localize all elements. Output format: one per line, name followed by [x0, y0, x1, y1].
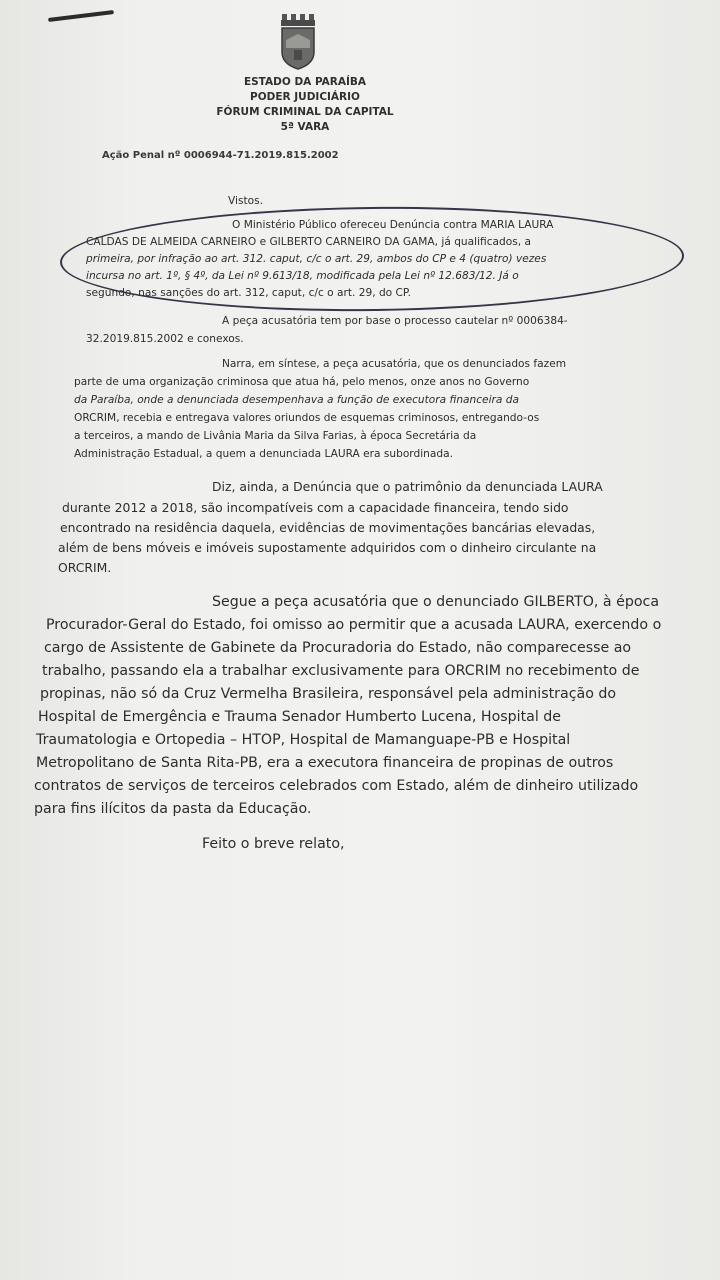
case-number: Ação Penal nº 0006944-71.2019.815.2002 [102, 150, 339, 161]
para1-line: primeira, por infração ao art. 312. caput, c/c o art. 29, ambos do CP e 4 (quatro) vezes [86, 253, 547, 265]
para5-line: trabalho, passando ela a trabalhar exclusivamente para ORCRIM no recebimento de [42, 663, 640, 679]
para5-line: Segue a peça acusatória que o denunciado GILBERTO, à época [212, 594, 660, 610]
para5-line: Procurador-Geral do Estado, foi omisso ao permitir que a acusada LAURA, exercendo o [46, 617, 662, 633]
para5-line: Hospital de Emergência e Trauma Senador Humberto Lucena, Hospital de [38, 709, 562, 725]
para3-line: da Paraíba, onde a denunciada desempenhava a função de executora financeira da [74, 394, 519, 406]
para5-line: Metropolitano de Santa Rita-PB, era a executora financeira de propinas de outros [36, 755, 614, 771]
para4-line: Diz, ainda, a Denúncia que o patrimônio da denunciada LAURA [212, 479, 603, 494]
para5-line: para fins ilícitos da pasta da Educação. [34, 801, 312, 817]
para4-line: encontrado na residência daquela, evidências de movimentações bancárias elevadas, [60, 520, 596, 535]
para5-line: cargo de Assistente de Gabinete da Procuradoria do Estado, não comparecesse ao [44, 640, 632, 656]
para1-line: CALDAS DE ALMEIDA CARNEIRO e GILBERTO CARNEIRO DA GAMA, já qualificados, a [86, 236, 531, 248]
para1-line: incursa no art. 1º, § 4º, da Lei nº 9.613/18, modificada pela Lei nº 12.683/12. Já o [86, 270, 519, 282]
closing-line: Feito o breve relato, [202, 836, 345, 852]
pen-mark [48, 10, 114, 22]
vistos: Vistos. [228, 195, 263, 207]
para5-line: Traumatologia e Ortopedia – HTOP, Hospital de Mamanguape-PB e Hospital [36, 732, 571, 748]
para3-line: Administração Estadual, a quem a denunciada LAURA era subordinada. [74, 448, 453, 460]
header-judiciary: PODER JUDICIÁRIO [250, 91, 360, 103]
header-state: ESTADO DA PARAÍBA [243, 76, 367, 88]
header-forum: FÓRUM CRIMINAL DA CAPITAL [216, 106, 394, 118]
para3-line: parte de uma organização criminosa que atua há, pelo menos, onze anos no Governo [74, 376, 530, 388]
para3-line: ORCRIM, recebia e entregava valores oriundos de esquemas criminosos, entregando-os [74, 412, 540, 424]
header-court: 5ª VARA [280, 121, 330, 133]
para3-line: a terceiros, a mando de Livânia Maria da Silva Farias, à época Secretária da [74, 430, 477, 442]
para5-line: contratos de serviços de terceiros celebrados com Estado, além de dinheiro utilizado [34, 778, 639, 794]
para4-line: durante 2012 a 2018, são incompatíveis com a capacidade financeira, tendo sido [62, 500, 569, 515]
para2-line: 32.2019.815.2002 e conexos. [86, 333, 244, 345]
para2-line: A peça acusatória tem por base o processo cautelar nº 0006384- [222, 315, 568, 327]
coat-of-arms-icon [276, 14, 320, 70]
para4-line: além de bens móveis e imóveis supostamente adquiridos com o dinheiro circulante na [58, 540, 597, 555]
para1-line: O Ministério Público ofereceu Denúncia contra MARIA LAURA [232, 219, 554, 231]
para3-line: Narra, em síntese, a peça acusatória, que os denunciados fazem [222, 358, 567, 370]
para5-line: propinas, não só da Cruz Vermelha Brasileira, responsável pela administração do [40, 686, 617, 702]
para4-line: ORCRIM. [58, 560, 112, 575]
para1-line: segundo, nas sanções do art. 312, caput, c/c o art. 29, do CP. [86, 287, 412, 299]
